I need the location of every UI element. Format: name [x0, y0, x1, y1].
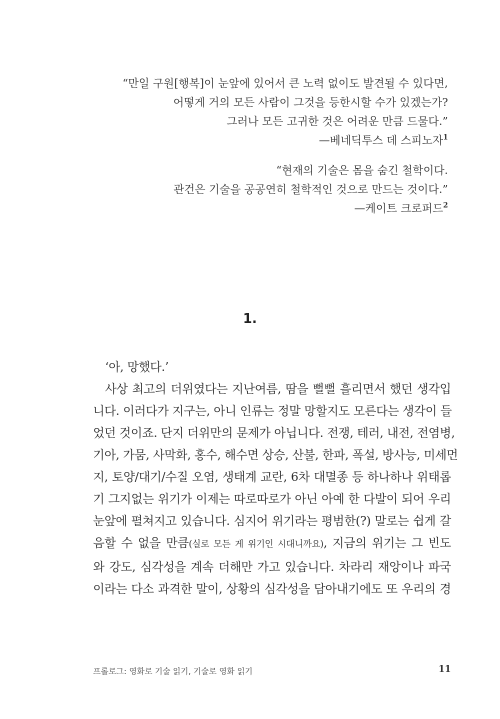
page-number: 11	[438, 665, 451, 675]
epigraph-crawford	[174, 161, 449, 218]
epigraph-spinoza	[123, 74, 448, 150]
section-number: 1.	[243, 312, 257, 327]
body-line: 니다. 이러다가 지구는, 아니 인류는 정말 망할지도 모른다는 생각이 들	[93, 404, 452, 418]
epigraph-line: 관건은 기술을 공공연히 철학적인 것으로 만드는 것이다.”	[173, 183, 448, 196]
body-line: 기아, 가뭄, 사막화, 홍수, 해수면 상승, 산불, 한파, 폭설, 방사능, 미세먼	[93, 448, 458, 462]
epigraph-line: 그러나 모든 고귀한 것은 어려운 만큼 드물다.”	[226, 115, 448, 128]
body-line: ‘아, 망했다.’	[105, 360, 169, 374]
body-text-segment: , 지금의 위기는 그 빈도	[323, 536, 451, 550]
attribution-text: —베네딕투스 데 스피노자	[318, 134, 444, 147]
epigraph-line: 어떻게 거의 모든 사람이 그것을 등한시할 수가 있겠는가?	[173, 96, 448, 109]
footnote-marker: 2	[443, 200, 448, 210]
body-line: 눈앞에 펼쳐지고 있습니다. 심지어 위기라는 평범한(?) 말로는 쉽게 갈	[93, 514, 451, 528]
epigraph-attribution	[123, 131, 448, 150]
body-text-segment: 음할 수 없을 만큼	[93, 536, 189, 550]
epigraph-attribution	[174, 199, 449, 218]
body-line: 지, 토양/대기/수질 오염, 생태계 교란, 6차 대멸종 등 하나하나 위태롭	[93, 470, 451, 484]
body-line: 사상 최고의 더위였다는 지난여름, 땀을 뻘뻘 흘리면서 했던 생각입	[105, 382, 451, 396]
aside-small-text: (실로 모든 게 위기인 시대니까요)	[188, 540, 324, 550]
attribution-text: —케이트 크로퍼드	[354, 202, 444, 215]
body-line: 이라는 다소 과격한 말이, 상황의 심각성을 담아내기에도 또 우리의 경	[93, 582, 451, 596]
footnote-marker: 1	[443, 132, 448, 142]
body-text	[93, 356, 458, 600]
epigraph-line: “만일 구원[행복]이 눈앞에 있어서 큰 노력 없이도 발견될 수 있다면,	[122, 77, 448, 90]
body-line-with-aside	[93, 532, 451, 556]
running-head: 프롤로그: 영화로 기술 읽기, 기술로 영화 읽기	[93, 667, 253, 676]
epigraph-line: “현재의 기술은 몸을 숨긴 철학이다.	[276, 164, 448, 177]
body-line: 와 강도, 심각성을 계속 더해만 가고 있습니다. 차라리 재앙이나 파국	[93, 560, 451, 574]
body-line: 었던 것이죠. 단지 더위만의 문제가 아닙니다. 전쟁, 테러, 내전, 전염병,	[93, 426, 455, 440]
body-line: 기 그지없는 위기가 이제는 따로따로가 아닌 아예 한 다발이 되어 우리	[93, 492, 451, 506]
